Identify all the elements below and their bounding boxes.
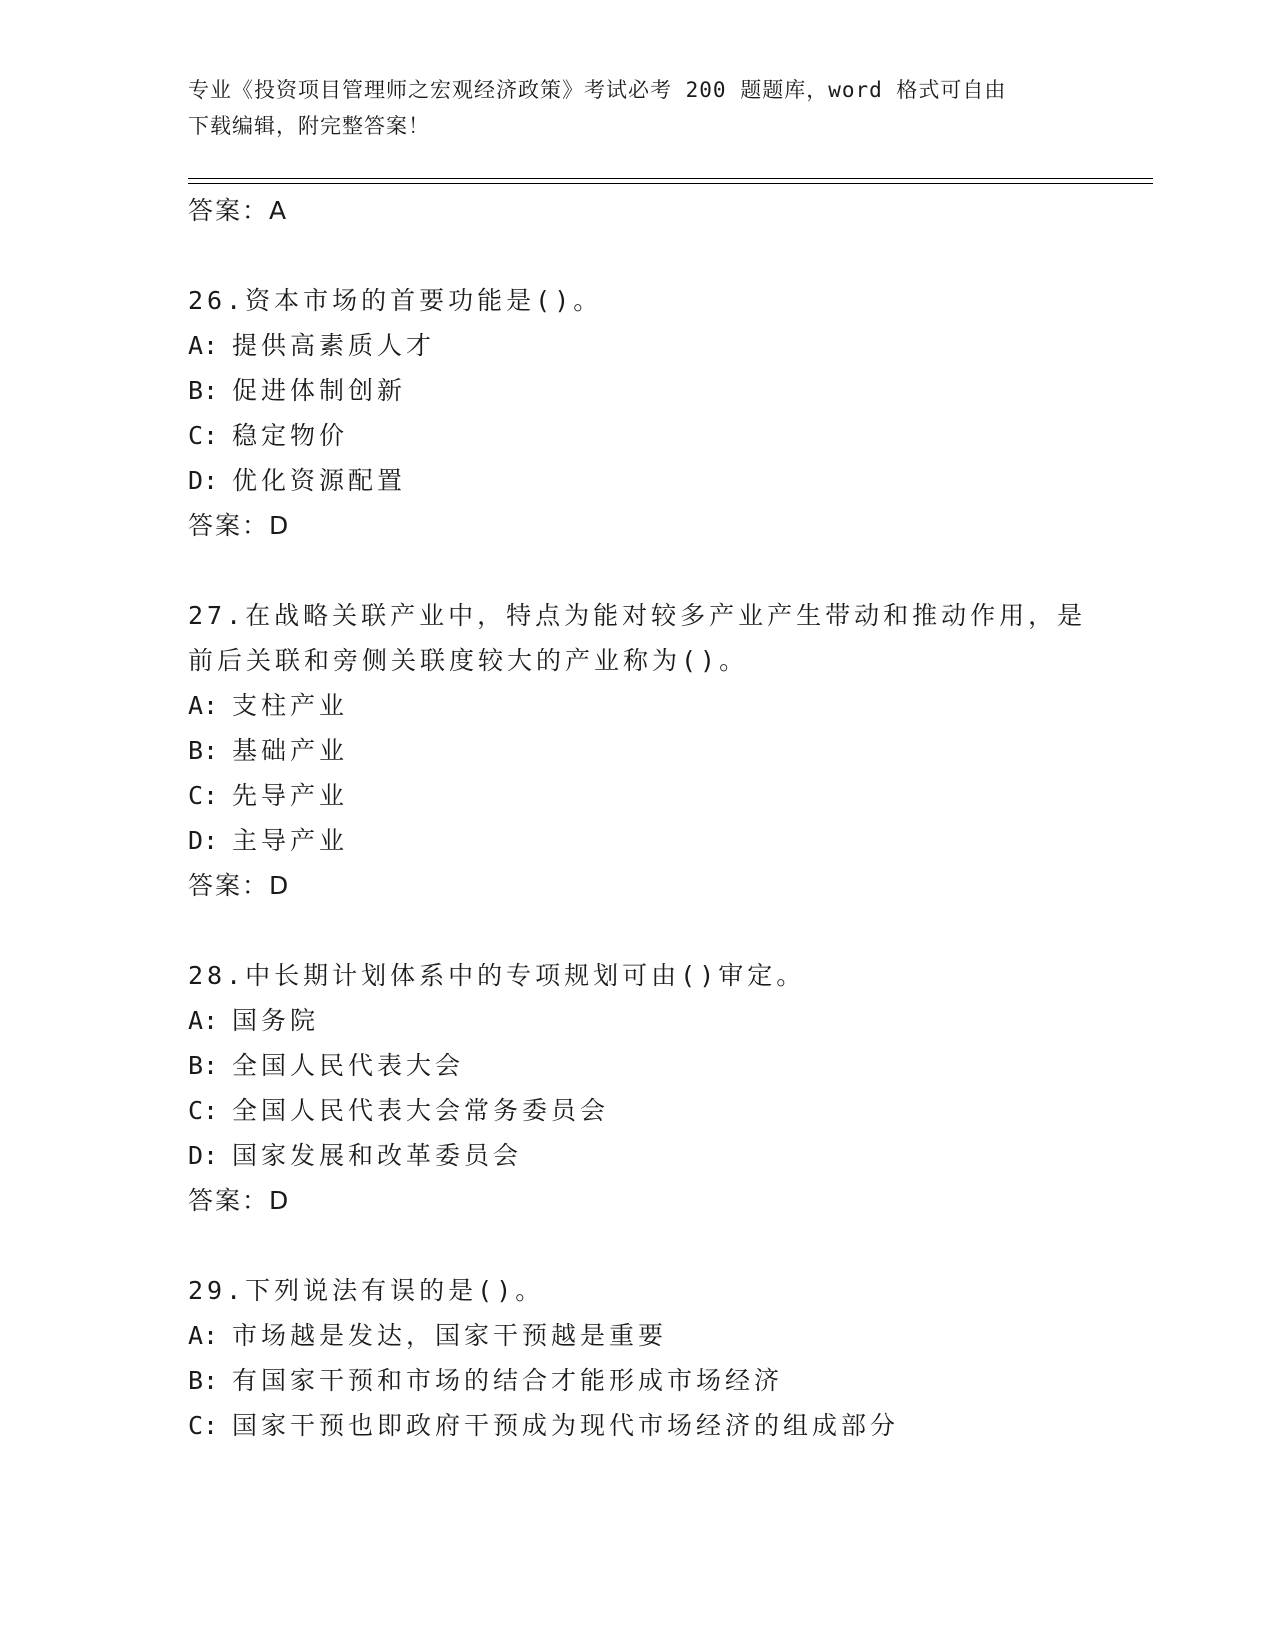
option-letter: D: xyxy=(188,1141,219,1170)
option-c xyxy=(188,1403,1148,1448)
spacer xyxy=(188,234,1148,278)
option-b xyxy=(188,1358,1148,1403)
answer-line: 答案：D xyxy=(188,1186,291,1215)
option-d xyxy=(188,458,1148,503)
spacer xyxy=(188,1224,1148,1268)
option-letter: B: xyxy=(188,736,219,765)
question-block xyxy=(188,278,1148,549)
document-header xyxy=(188,72,1068,144)
option-letter: C: xyxy=(188,1411,219,1440)
answer-line: 答案：D xyxy=(188,511,291,540)
question-stem: 28.中长期计划体系中的专项规划可由()审定。 xyxy=(188,961,806,990)
option-letter: C: xyxy=(188,421,219,450)
option-text: 主导产业 xyxy=(232,826,349,855)
option-d xyxy=(188,818,1148,863)
option-c xyxy=(188,413,1148,458)
option-text: 全国人民代表大会常务委员会 xyxy=(232,1096,610,1125)
question-content xyxy=(188,188,1148,1448)
option-text: 优化资源配置 xyxy=(232,466,407,495)
previous-answer: 答案：A xyxy=(188,196,289,225)
question-block xyxy=(188,953,1148,1224)
option-letter: D: xyxy=(188,466,219,495)
option-text: 有国家干预和市场的结合才能形成市场经济 xyxy=(232,1366,784,1395)
option-letter: C: xyxy=(188,781,219,810)
option-letter: B: xyxy=(188,1051,219,1080)
option-text: 稳定物价 xyxy=(232,421,349,450)
option-b xyxy=(188,1043,1148,1088)
option-text: 促进体制创新 xyxy=(232,376,407,405)
option-text: 国务院 xyxy=(232,1006,320,1035)
spacer xyxy=(188,549,1148,593)
option-text: 市场越是发达，国家干预越是重要 xyxy=(232,1321,668,1350)
option-letter: A: xyxy=(188,691,219,720)
question-block xyxy=(188,1268,1148,1448)
option-a xyxy=(188,998,1148,1043)
option-text: 支柱产业 xyxy=(232,691,349,720)
header-divider-bottom xyxy=(188,183,1153,184)
option-text: 国家干预也即政府干预成为现代市场经济的组成部分 xyxy=(232,1411,900,1440)
option-letter: B: xyxy=(188,376,219,405)
question-stem xyxy=(188,593,1148,683)
option-b xyxy=(188,368,1148,413)
option-letter: C: xyxy=(188,1096,219,1125)
option-letter: B: xyxy=(188,1366,219,1395)
question-stem: 29.下列说法有误的是()。 xyxy=(188,1276,545,1305)
header-divider-top xyxy=(188,178,1153,179)
option-c xyxy=(188,773,1148,818)
option-letter: D: xyxy=(188,826,219,855)
option-a xyxy=(188,1313,1148,1358)
answer-line: 答案：D xyxy=(188,871,291,900)
option-letter: A: xyxy=(188,1321,219,1350)
option-text: 先导产业 xyxy=(232,781,349,810)
option-letter: A: xyxy=(188,331,219,360)
option-d xyxy=(188,1133,1148,1178)
question-stem-line-2: 前后关联和旁侧关联度较大的产业称为()。 xyxy=(188,646,749,675)
option-text: 国家发展和改革委员会 xyxy=(232,1141,523,1170)
option-text: 提供高素质人才 xyxy=(232,331,436,360)
option-b xyxy=(188,728,1148,773)
option-text: 全国人民代表大会 xyxy=(232,1051,465,1080)
option-c xyxy=(188,1088,1148,1133)
spacer xyxy=(188,909,1148,953)
option-a xyxy=(188,683,1148,728)
question-stem-line-1: 27.在战略关联产业中，特点为能对较多产业产生带动和推动作用，是 xyxy=(188,601,1087,630)
question-block xyxy=(188,593,1148,909)
header-line-1: 专业《投资项目管理师之宏观经济政策》考试必考 200 题题库，word 格式可自由 xyxy=(188,78,1007,102)
option-letter: A: xyxy=(188,1006,219,1035)
option-text: 基础产业 xyxy=(232,736,349,765)
option-a xyxy=(188,323,1148,368)
question-stem: 26.资本市场的首要功能是()。 xyxy=(188,286,603,315)
header-line-2: 下载编辑，附完整答案！ xyxy=(188,114,430,138)
